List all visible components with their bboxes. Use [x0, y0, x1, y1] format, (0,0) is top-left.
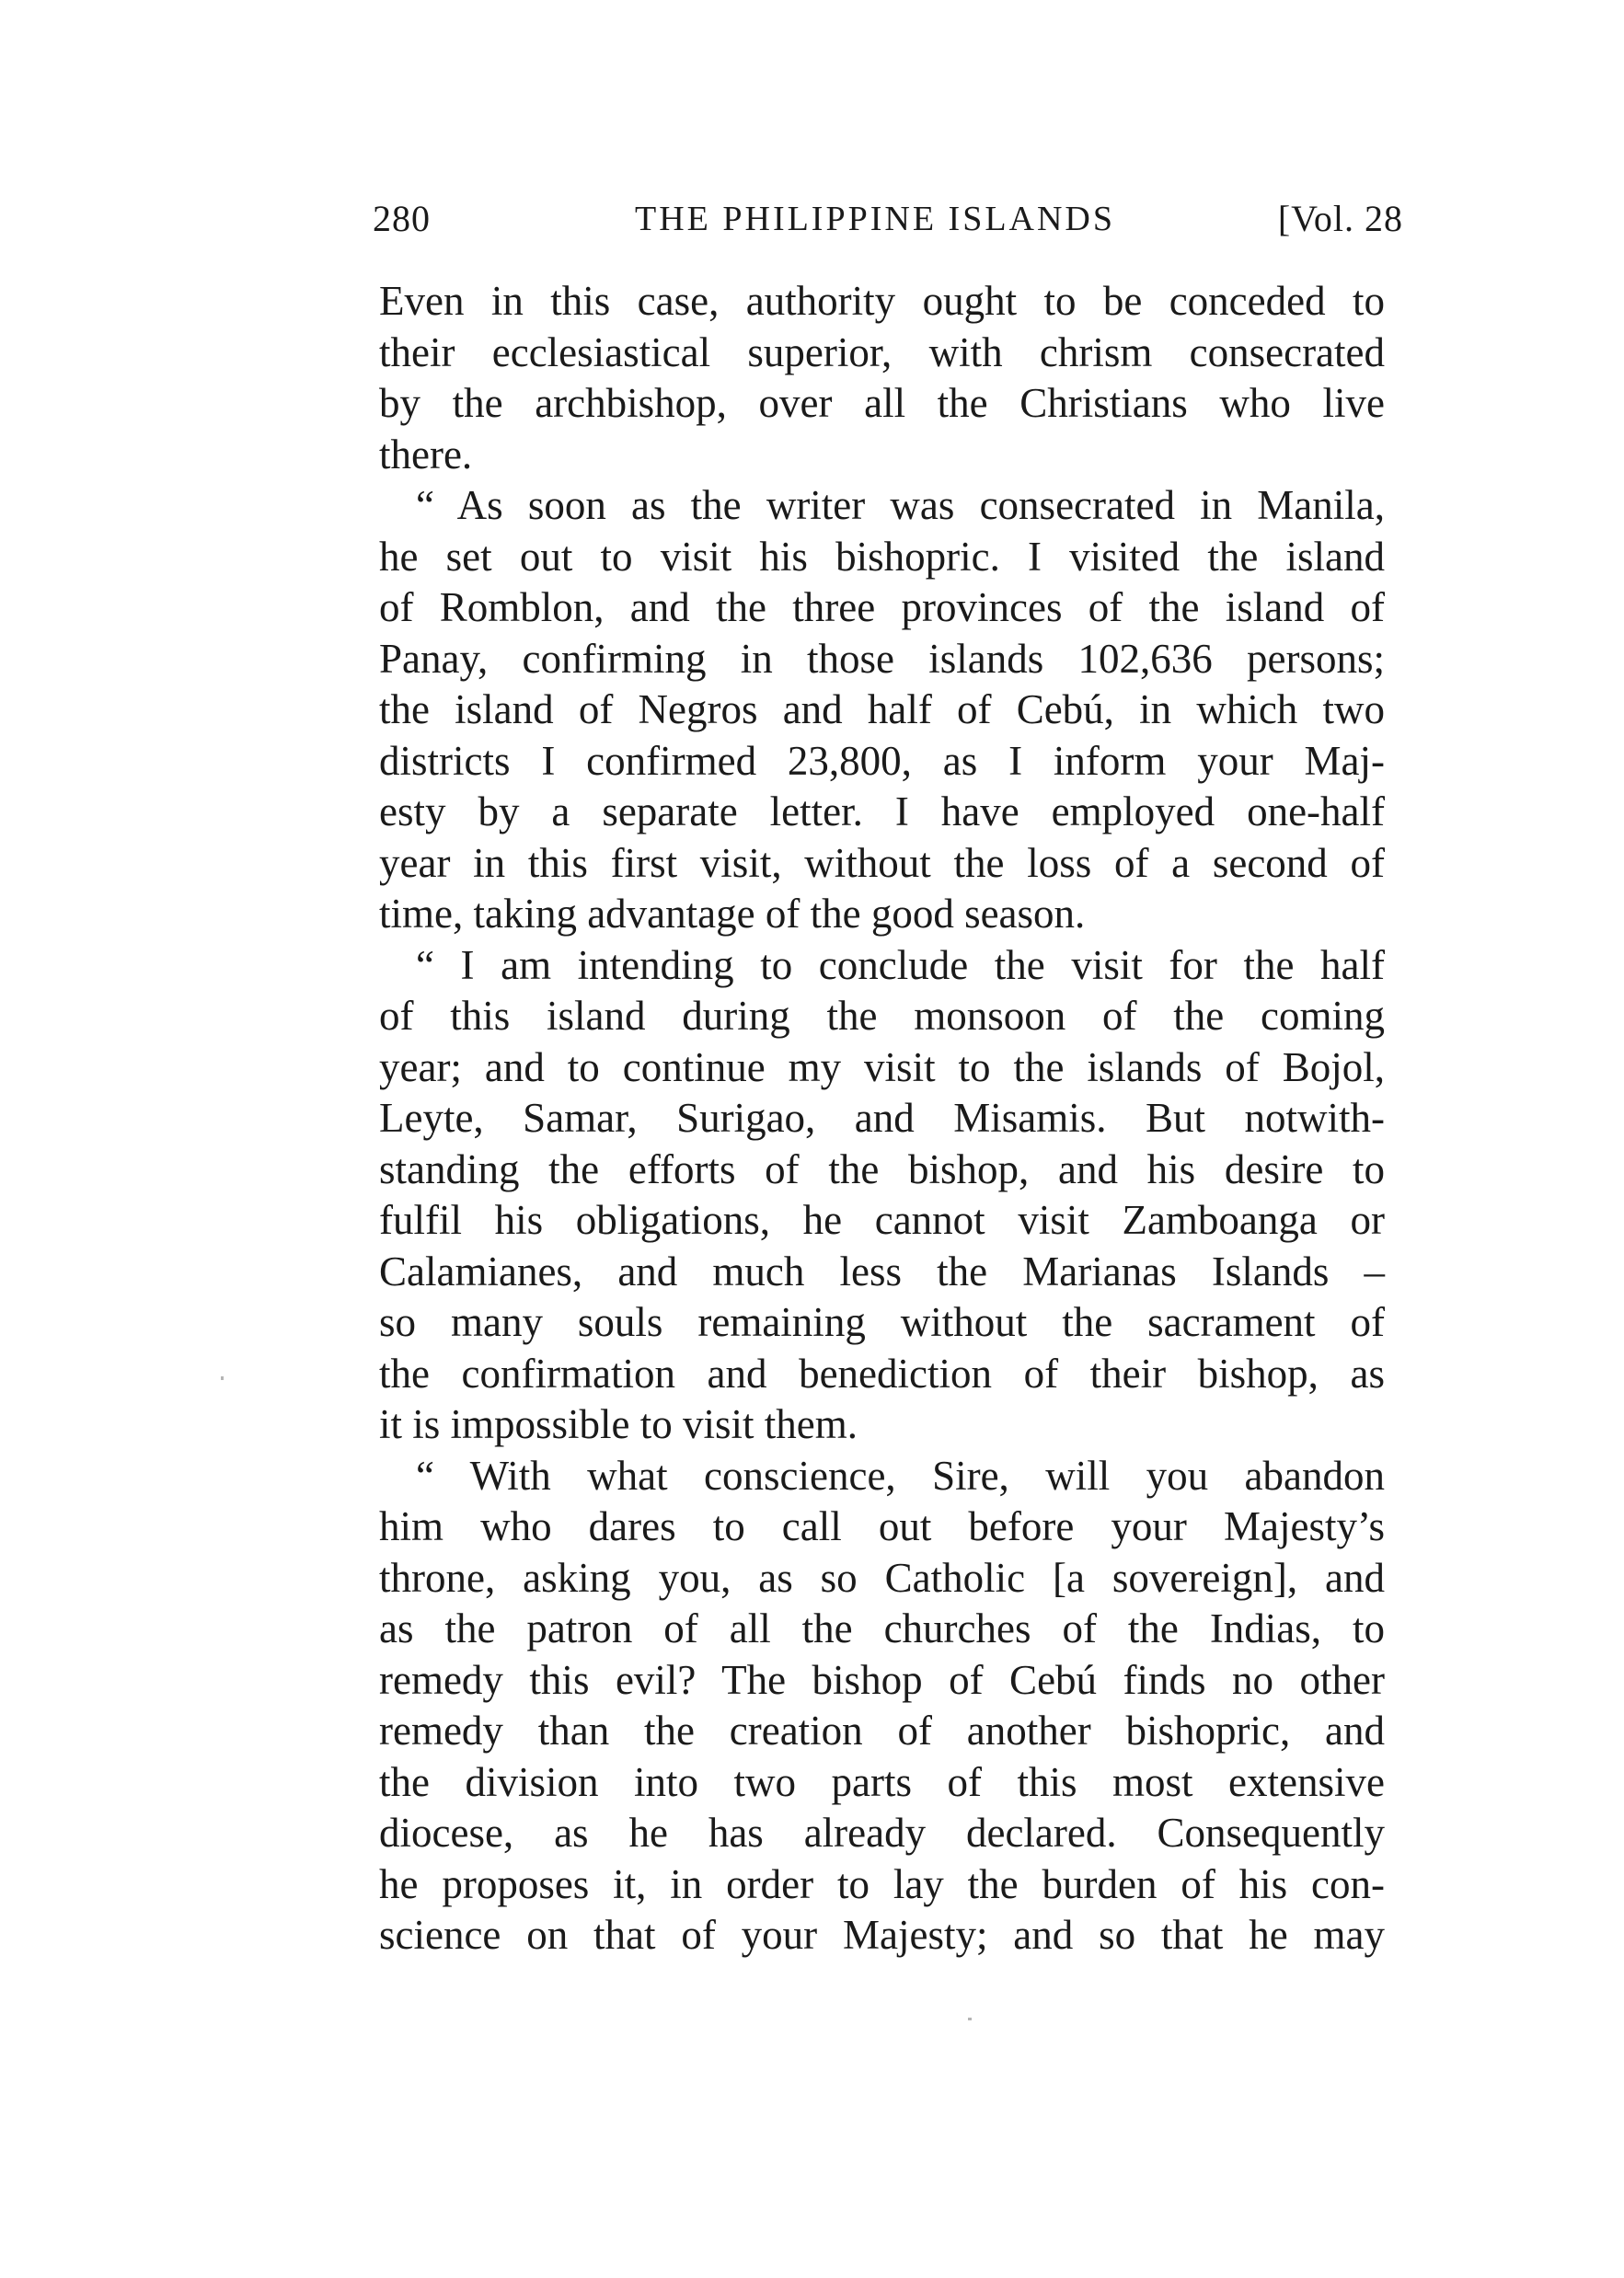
text-line: Calamianes, and much less the Marianas Islands –: [379, 1248, 1385, 1294]
text-line: remedy than the creation of another bishopric, and: [379, 1708, 1385, 1754]
text-line: science on that of your Majesty; and so that he may: [379, 1912, 1385, 1958]
body-text: [379, 276, 1385, 1962]
text-line: districts I confirmed 23,800, as I inform your Maj-: [379, 737, 1385, 784]
text-line: as the patron of all the churches of the Indias, to: [379, 1605, 1385, 1651]
text-line: remedy this evil? The bishop of Cebú finds no other: [379, 1656, 1385, 1703]
text-line: fulfil his obligations, he cannot visit Zamboanga or: [379, 1197, 1385, 1243]
text-line: standing the efforts of the bishop, and his desire to: [379, 1145, 1385, 1192]
scan-speck: [221, 1376, 224, 1380]
text-line: throne, asking you, as so Catholic [a sovereign], and: [379, 1554, 1385, 1601]
text-line: he set out to visit his bishopric. I visited the island: [379, 533, 1385, 580]
scan-speck: [968, 2018, 972, 2020]
text-line: diocese, as he has already declared. Consequently: [379, 1810, 1385, 1856]
text-line: by the archbishop, over all the Christians who live: [379, 380, 1385, 426]
volume-label: [Vol. 28: [1277, 198, 1403, 239]
text-line: year in this first visit, without the loss of a second of: [379, 839, 1385, 886]
text-line: him who dares to call out before your Majesty’s: [379, 1503, 1385, 1549]
running-title: THE PHILIPPINE ISLANDS: [635, 200, 1115, 238]
text-line: year; and to continue my visit to the islands of Bojol,: [379, 1043, 1385, 1090]
text-line: the division into two parts of this most extensive: [379, 1758, 1385, 1805]
text-line: so many souls remaining without the sacrament of: [379, 1299, 1385, 1345]
text-line: “ With what conscience, Sire, will you abandon: [416, 1452, 1385, 1499]
text-line: the confirmation and benediction of their bishop, as: [379, 1350, 1385, 1397]
text-line: Panay, confirming in those islands 102,636 persons;: [379, 635, 1385, 682]
text-line: the island of Negros and half of Cebú, in which two: [379, 686, 1385, 732]
text-line: time, taking advantage of the good season.: [379, 891, 1086, 937]
text-line: esty by a separate letter. I have employed one-half: [379, 788, 1385, 834]
text-line: there.: [379, 431, 473, 477]
text-line: “ I am intending to conclude the visit for the half: [416, 941, 1385, 988]
text-line: their ecclesiastical superior, with chrism consecrated: [379, 328, 1385, 375]
text-line: he proposes it, in order to lay the burden of his con-: [379, 1860, 1385, 1907]
text-line: “ As soon as the writer was consecrated in Manila,: [416, 482, 1385, 528]
text-line: of Romblon, and the three provinces of the island of: [379, 584, 1385, 630]
text-line: of this island during the monsoon of the coming: [379, 993, 1385, 1039]
text-line: it is impossible to visit them.: [379, 1401, 858, 1447]
text-line: Leyte, Samar, Surigao, and Misamis. But notwith-: [379, 1095, 1385, 1141]
page-number: 280: [373, 198, 431, 239]
running-head: [373, 191, 1403, 247]
text-line: Even in this case, authority ought to be conceded to: [379, 278, 1385, 324]
